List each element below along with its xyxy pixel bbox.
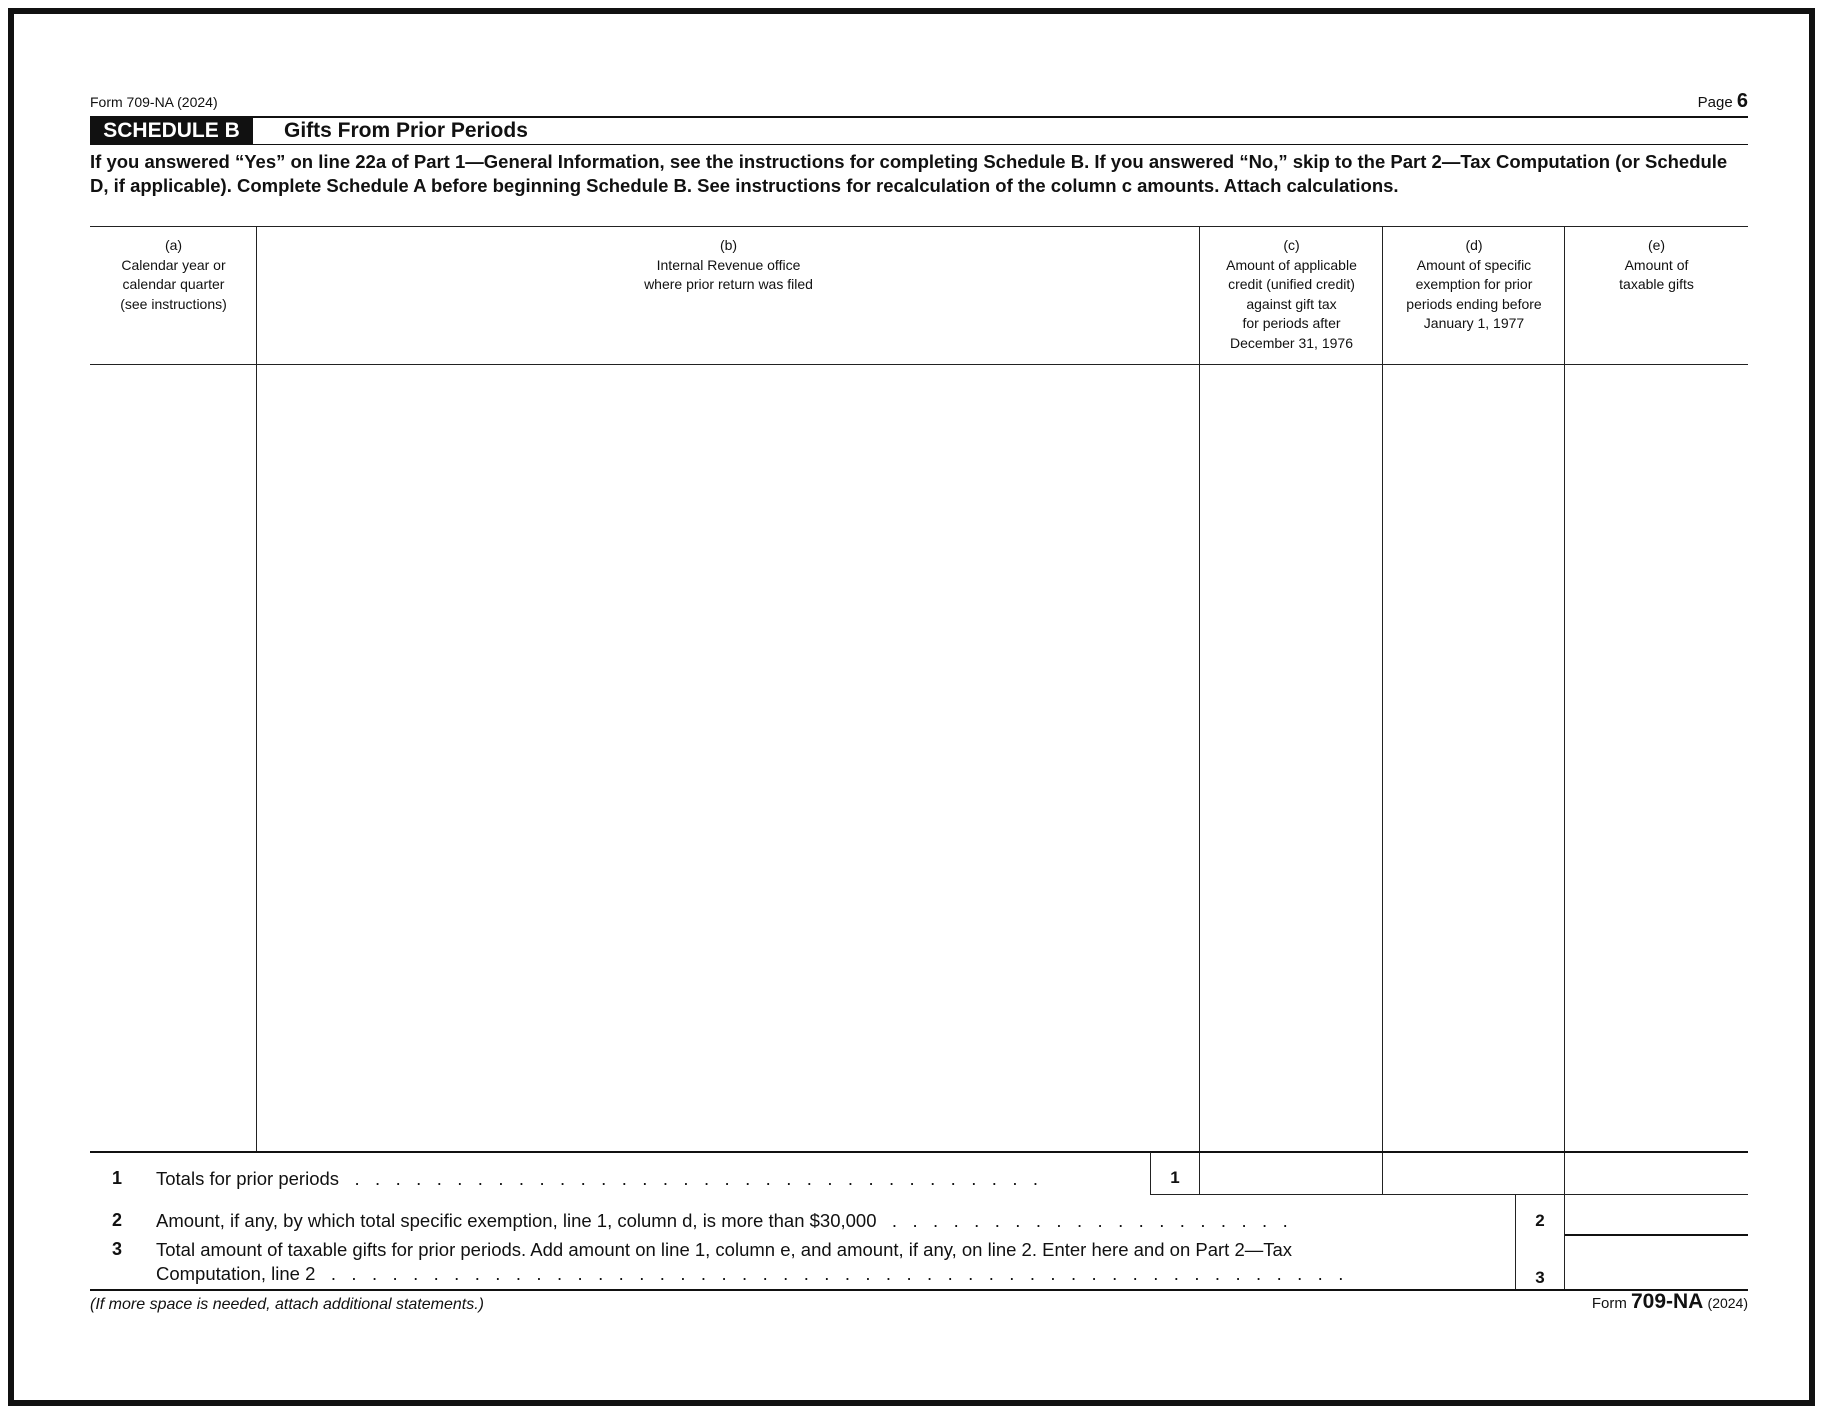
line-2-col-e-field[interactable] <box>1565 1195 1748 1234</box>
line-1-box-label: 1 <box>1170 1168 1180 1187</box>
table-top-rule <box>90 226 1748 227</box>
footer-note: (If more space is needed, attach additional statements.) <box>90 1296 484 1313</box>
leader-dots: . . . . . . . . . . . . . . . . . . . . . . . . . . . . . . . . . . <box>344 1168 1039 1189</box>
col-b-line: where prior return was filed <box>644 276 813 292</box>
col-d-line: Amount of specific <box>1416 256 1532 273</box>
form-page <box>90 0 1748 1414</box>
footer-form-id <box>1592 1290 1748 1314</box>
col-d-entry[interactable] <box>1383 365 1564 1151</box>
title-rule <box>90 144 1748 145</box>
col-a-line: (see instructions) <box>120 295 227 312</box>
line-3-box-label: 3 <box>1535 1268 1545 1287</box>
col-d-line: exemption for prior <box>1415 276 1533 292</box>
line-1-col-e-field[interactable] <box>1565 1153 1748 1194</box>
col-a-line: Calendar year or <box>121 256 226 273</box>
line-3-label-1: Total amount of taxable gifts for prior periods. Add amount on line 1, column e, and amount, if any, on line 2. Enter here and on Part 2—Tax <box>156 1239 1293 1260</box>
col-e-letter: (e) <box>1647 237 1666 253</box>
col-d-line: periods ending before <box>1406 295 1542 312</box>
col-b-entry[interactable] <box>257 365 1199 1151</box>
col-b-letter: (b) <box>719 237 738 253</box>
footer-form-prefix: Form <box>1591 1295 1627 1312</box>
col-e-line: Amount of <box>1624 256 1689 273</box>
col-d-letter: (d) <box>1465 237 1483 253</box>
form-bottom-rule <box>90 1289 1748 1291</box>
page-number: 6 <box>1736 90 1748 112</box>
col-e-entry[interactable] <box>1565 365 1748 1151</box>
line-1-number: 1 <box>112 1168 123 1188</box>
schedule-title: Gifts From Prior Periods <box>284 119 528 142</box>
col-c-header <box>1200 236 1383 353</box>
line-1-label: Totals for prior periods <box>156 1168 340 1189</box>
col-c-entry[interactable] <box>1200 365 1382 1151</box>
col-c-letter: (c) <box>1283 237 1300 253</box>
col-c-line: credit (unified credit) <box>1228 276 1355 292</box>
col-a-letter: (a) <box>164 237 183 253</box>
page-indicator <box>1698 90 1748 113</box>
leader-dots: . . . . . . . . . . . . . . . . . . . . <box>881 1210 1288 1231</box>
col-c-line: against gift tax <box>1246 295 1337 312</box>
col-e-line: taxable gifts <box>1619 276 1694 292</box>
col-a-line: calendar quarter <box>122 276 225 292</box>
schedule-tag: SCHEDULE B <box>90 118 253 144</box>
footer-form-year: (2024) <box>1707 1295 1748 1311</box>
col-c-line: Amount of applicable <box>1226 256 1357 273</box>
schedule-instructions: If you answered “Yes” on line 22a of Part 1—General Information, see the instructions for completing Schedule B. If you answered “No,” skip to the Part 2—Tax Computation (or Schedule D, if applicable). Complete Schedule A before beginning Schedule B. See instructions for recalculation of the column c amounts. Attach calculations. <box>90 151 1728 196</box>
col-b-header <box>257 236 1200 295</box>
line-2-box-label: 2 <box>1535 1211 1545 1230</box>
leader-dots: . . . . . . . . . . . . . . . . . . . . . . . . . . . . . . . . . . . . . . . . . . . . . . . . . . <box>320 1263 1344 1284</box>
line-3-text <box>156 1238 1506 1286</box>
page-label: Page <box>1697 94 1733 111</box>
line-1-text <box>156 1167 1156 1191</box>
col-c-line: for periods after <box>1242 315 1341 331</box>
footer-form-name: 709-NA <box>1630 1290 1704 1313</box>
line-1-col-c-field[interactable] <box>1200 1153 1382 1194</box>
line-2-number: 2 <box>112 1210 123 1230</box>
col-d-line: January 1, 1977 <box>1423 315 1525 331</box>
line-2-label: Amount, if any, by which total specific exemption, line 1, column d, is more than $30,000 <box>156 1210 877 1231</box>
line-3-line-2 <box>156 1262 1506 1286</box>
line-1-col-d-field[interactable] <box>1383 1153 1564 1194</box>
col-c-line: December 31, 1976 <box>1230 334 1353 351</box>
line-3-label-2: Computation, line 2 <box>156 1263 316 1284</box>
col-a-header <box>90 236 257 314</box>
col-a-entry[interactable] <box>90 365 256 1151</box>
line-3-col-e-field[interactable] <box>1565 1236 1748 1289</box>
col-d-header <box>1383 236 1565 334</box>
col-b-line: Internal Revenue office <box>656 256 801 273</box>
col-e-header <box>1565 236 1748 295</box>
line-2-text <box>156 1209 1486 1233</box>
line-3-number: 3 <box>112 1239 123 1259</box>
form-id: Form 709-NA (2024) <box>90 94 218 110</box>
